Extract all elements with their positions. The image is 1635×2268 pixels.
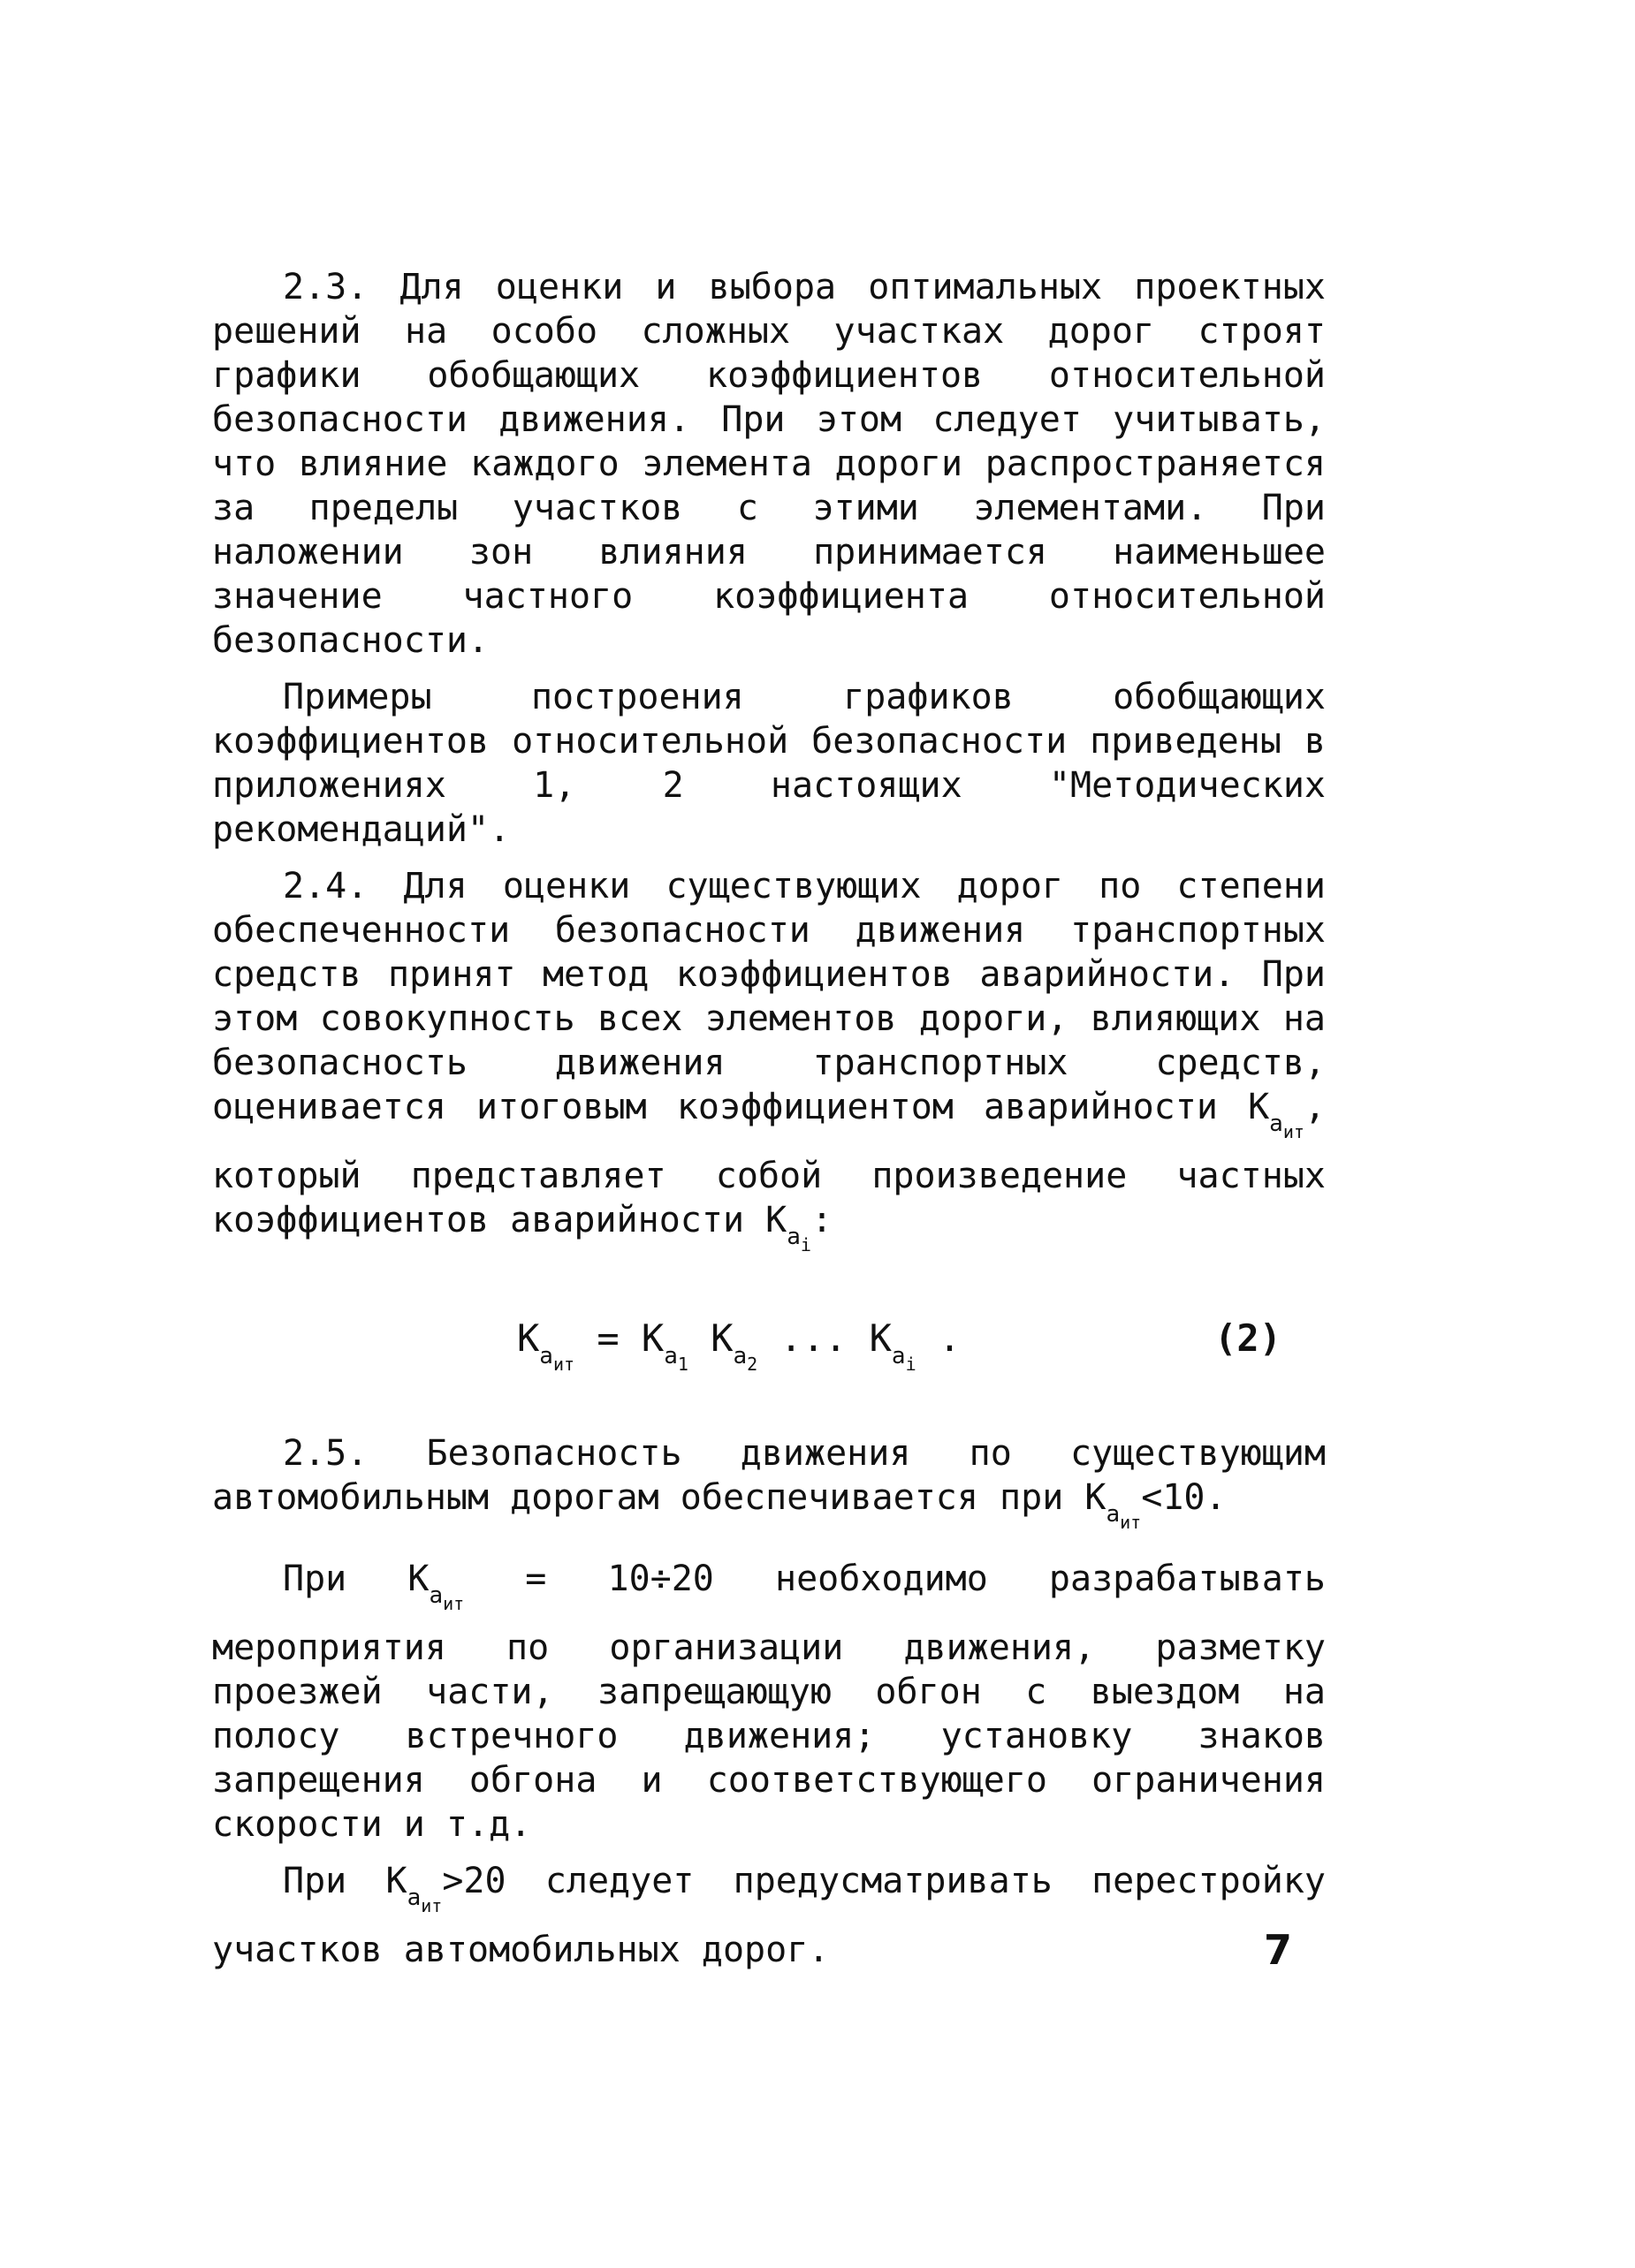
paragraph-k-over-20: При $K_{a_{ит}}>20$ следует предусматривать перестройку участков автомобильных дорог. bbox=[212, 1861, 1326, 1970]
document-page bbox=[212, 265, 1326, 1984]
paragraph-2-3: 2.3. Для оценки и выбора оптимальных проектных решений на особо сложных участках дорог строят графики обобщающих коэффициентов относительной безопасности движения. При этом следует учитывать, что влияние каждого элемента дороги распространяется за пределы участков с этими элементами. При наложении зон влияния принимается наименьшее значение частного коэффициента относительной безопасности. bbox=[212, 267, 1326, 661]
formula-number: (2) bbox=[1214, 1316, 1281, 1360]
formula-2 bbox=[212, 1299, 1326, 1396]
paragraph-examples: Примеры построения графиков обобщающих коэффициентов относительной безопасности приведены в приложениях 1, 2 настоящих "Методических рекомендаций". bbox=[212, 677, 1326, 850]
paragraph-2-5: 2.5. Безопасность движения по существующим автомобильным дорогам обеспечивается при $K_{a_{ит}}<10$. bbox=[212, 1433, 1326, 1533]
page-number: 7 bbox=[1264, 1926, 1293, 1974]
paragraph-2-4: 2.4. Для оценки существующих дорог по степени обеспеченности безопасности движения транспортных средств принят метод коэффициентов аварийности. При этом совокупность всех элементов дороги, влияющих на безопасность движения транспортных средств, оценивается итоговым коэффициентом аварийности $K_{a_{ит}}$, который представляет собой произведение частных коэффициентов аварийности $K_{a_i}$: bbox=[212, 866, 1326, 1255]
paragraph-k-10-20: При $K_{a_{ит}} = 10\div 20$ необходимо разрабатывать мероприятия по организации движения, разметку проезжей части, запрещающую обгон с выездом на полосу встречного движения; установку знаков запрещения обгона и соответствующего ограничения скорости и т.д. bbox=[212, 1559, 1326, 1845]
formula-expression: $K_{a_{ит}} = K_{a_1}$ $K_{a_2}$ ... $K_{a_i}$ . bbox=[517, 1316, 962, 1375]
